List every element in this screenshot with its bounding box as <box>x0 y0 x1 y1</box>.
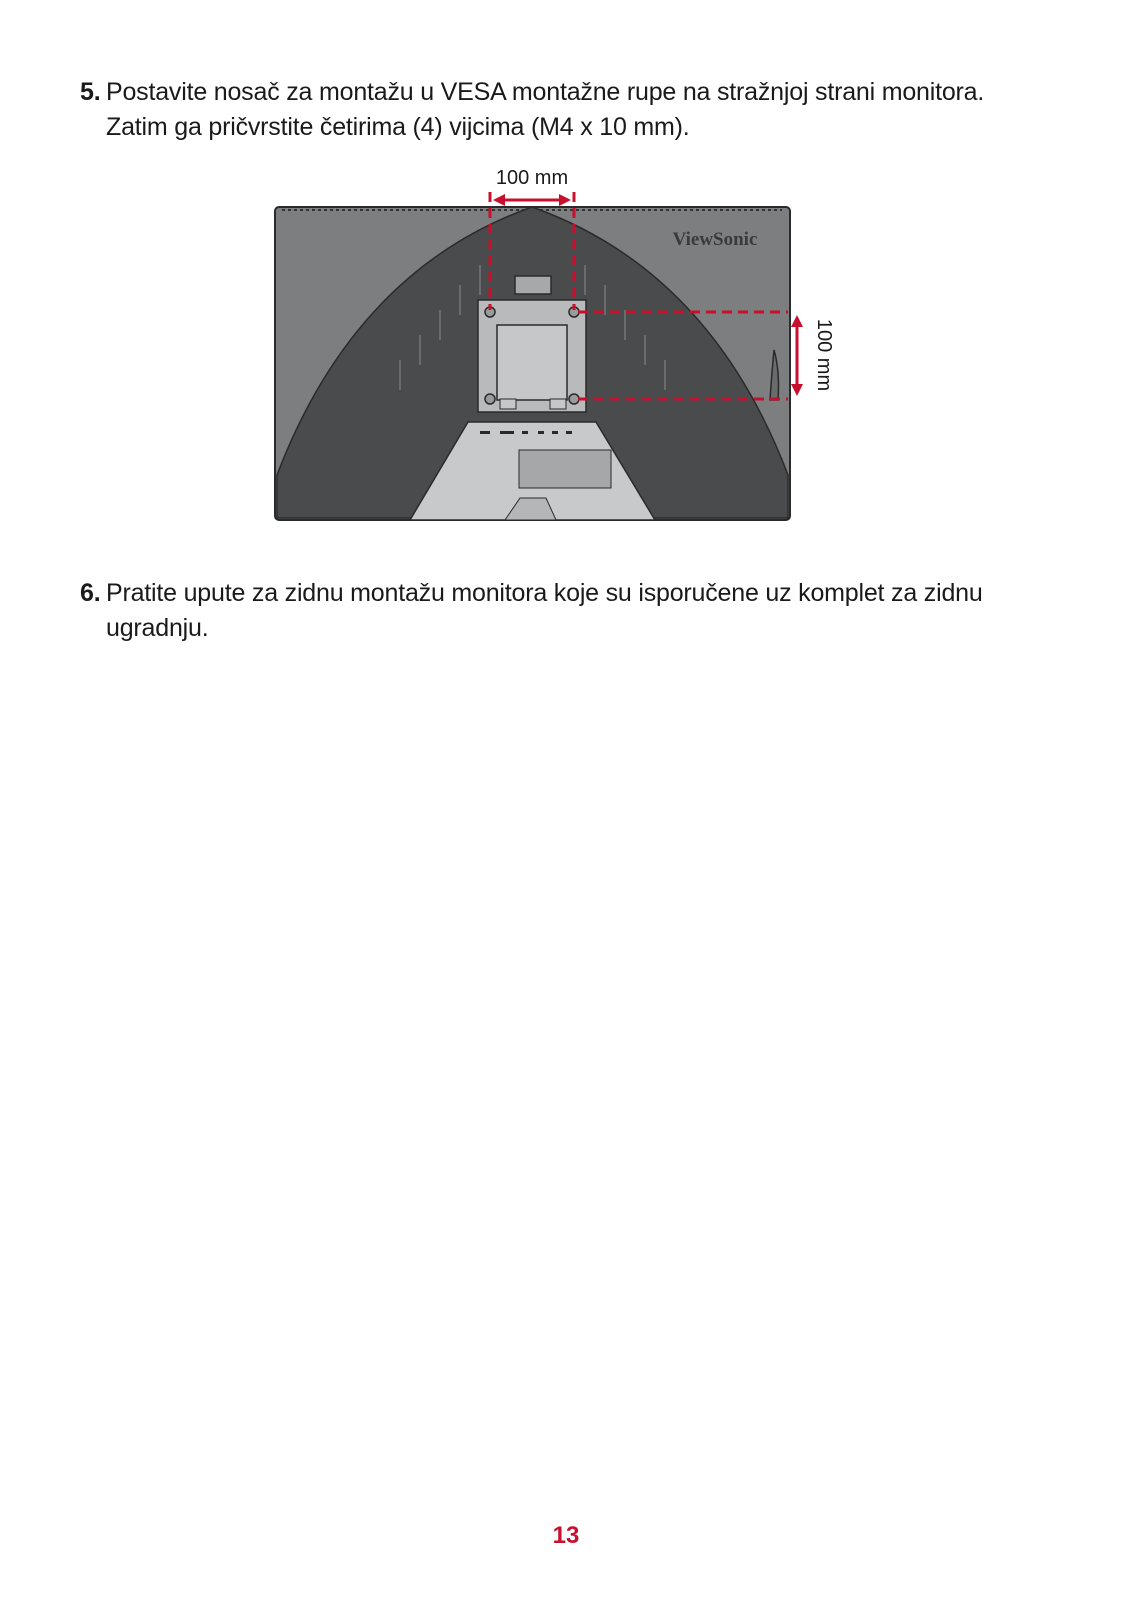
page-number: 13 <box>552 1522 580 1549</box>
step-text-line1: Postavite nosač za montažu u VESA montažne rupe na stražnjoj strani monitora. <box>106 78 985 106</box>
horizontal-dimension-arrow <box>493 194 571 206</box>
step-6 <box>80 576 1040 646</box>
vertical-dimension-label: 100 mm <box>813 318 835 392</box>
step-text-line2: Zatim ga pričvrstite četirima (4) vijcima (M4 x 10 mm). <box>106 113 690 141</box>
step-5 <box>80 75 1040 145</box>
step-number: 5. <box>80 78 101 106</box>
horizontal-dimension-label: 100 mm <box>495 167 569 189</box>
step-text-line1: Pratite upute za zidnu montažu monitora koje su isporučene uz komplet za zidnu <box>106 579 983 607</box>
step-text-line2: ugradnju. <box>106 614 209 642</box>
vertical-dimension-arrow <box>791 315 803 396</box>
step-number: 6. <box>80 579 101 607</box>
monitor-rear-vesa-diagram <box>260 160 835 530</box>
viewsonic-logo: ViewSonic <box>672 229 758 250</box>
